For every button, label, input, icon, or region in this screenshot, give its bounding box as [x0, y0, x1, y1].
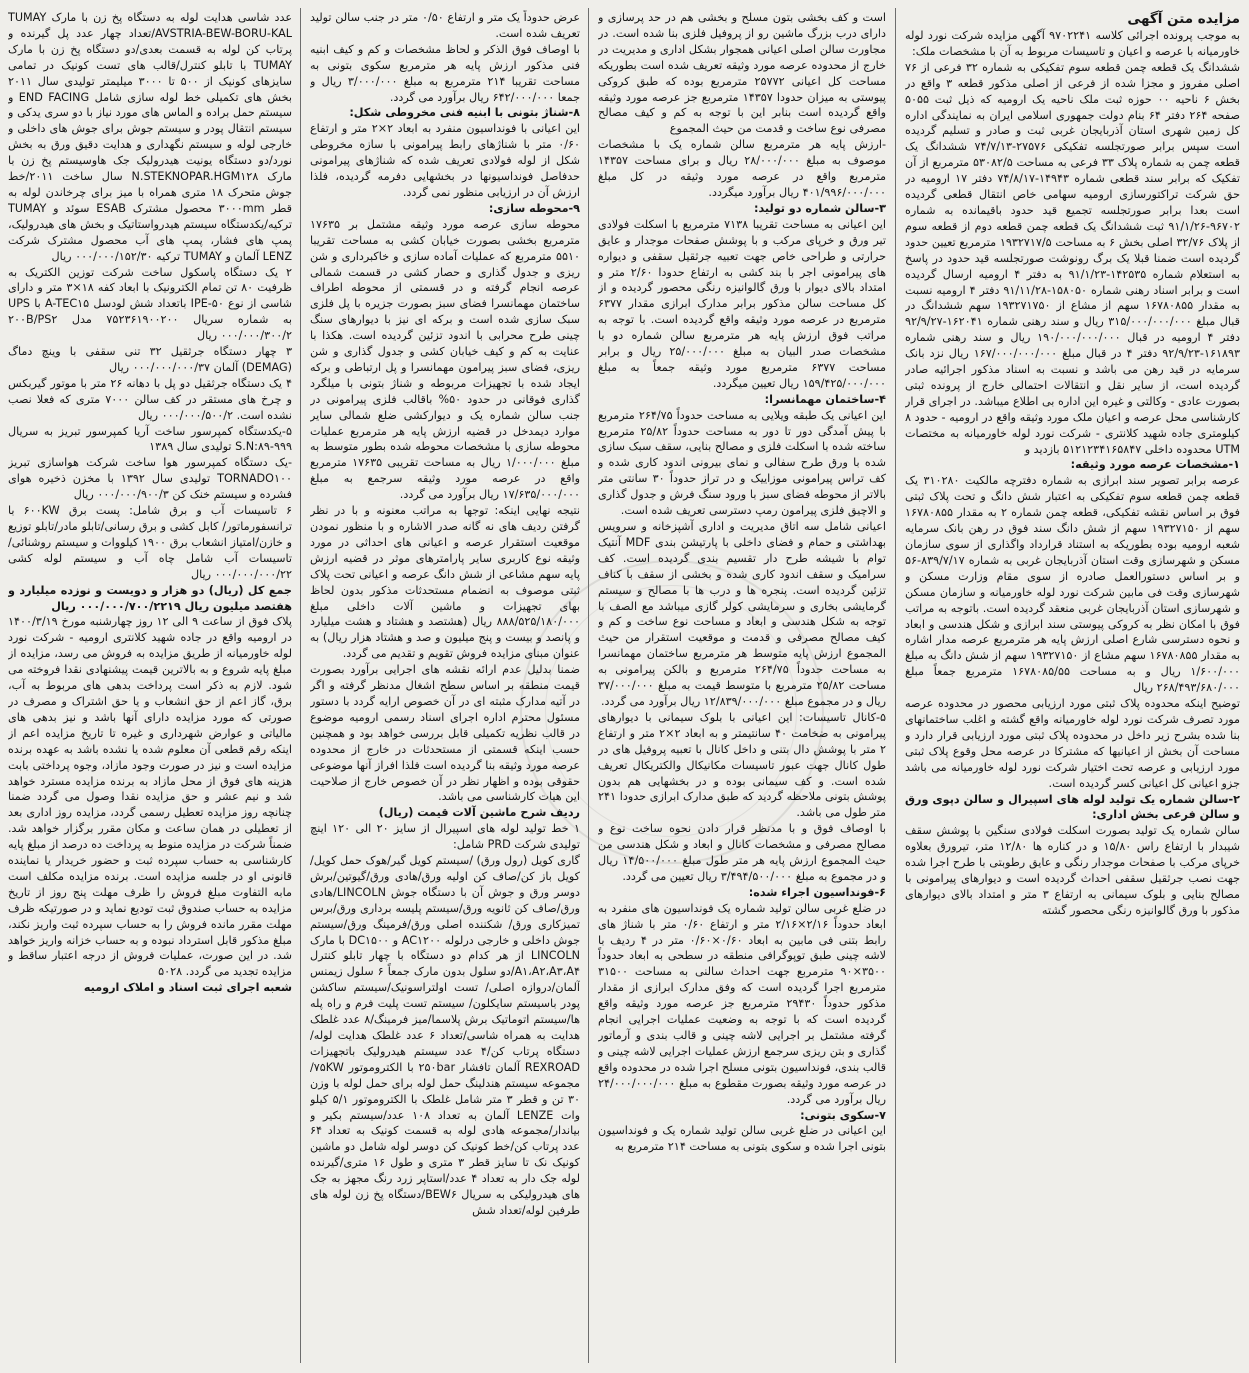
paragraph: اعیانی شامل سه اتاق مدیریت و اداری آشپزخانه و سرویس بهداشتی و حمام و فضای داخلی با پارتیشن بندی MDF آنتیک توام با شیشه طرح دار تقسیم بندی گردیده است. کف سرامیک و سقف اندود کاری شده و بخشی از سقف با کناف تزئین گردیده است. پنجره ها و درب ها با مصالح و سیستم گرمایشی بخاری و سرمایشی کولر گازی میباشد مع الصف با توجه به شکل هندسی و ابعاد و مساحت نوع ساخت و کم و کیف مصالح مصرفی و قدمت و موقعیت استقرار من حیث المجموع ارزش پایه متوسط هر مترمربع ساختمان مهمانسرا به مساحت حدوداً ۲۶۴/۷۵ مترمربع و بالکن پیرامونی به مساحت ۲۵/۸۲ مترمربع با متوسط قیمت به مبلغ ۳۷/۰۰۰/۰۰۰ ریال و در مجموع مبلغ ۱۲/۸۳۹/۰۰۰/۰۰۰ ریال برآورد می گردد.: [598, 520, 886, 708]
column-divider: [895, 8, 896, 1363]
paragraph: ۵-کانال تاسیسات: این اعیانی با بلوک سیمانی با دیوارهای پیرامونی به ضخامت ۴۰ سانتیمتر و به ابعاد ۲×۲ متر و ارتفاع ۲ متر با پوشش دال بتنی و داخل کانال با تعبیه پروفیل های در طول کانال جهت عبور تاسیسات مکانیکال والکتریکال تعریف شده است. و کف سیمانی بوده و در بخشهایی هم بدون پوشش بتونی ملاحظه گردید که طبق مدارک ابرازی حدودا ۲۴۱ متر طول می باشد.: [598, 710, 886, 820]
paragraph: این اعیانی یک طبقه ویلایی به مساحت حدوداً ۲۶۴/۷۵ مترمربع با پیش آمدگی دور تا دور به مساحت حدوداً ۲۵/۸۲ مترمربع ساخته شده با اسکلت فلزی و مصالح بنایی، سقف سبک سازی شده با ورق طرح سفالی و نمای بیرونی اندود کاری شده و کف تراس پیرامونی موزاییک و در تراز حدوداً ۳۰ سانتی متر بالاتر از محوطه فضای سبز با ورود سنگ فرش و جدول گذاری و الاچیق فلزی پیرامون رمپ دسترسی تعریف شده است.: [598, 408, 886, 518]
paragraph: ۶ تاسیسات آب و برق شامل: پست برق ۶۰۰KW با ترانسفورماتور/ کابل کشی و برق رسانی/تابلو مادر/تابلو توزیع و خازن/امتیاز انشعاب برق ۱۹۰۰ کیلووات و سیستم روشنائی/تاسیسات آب شامل چاه آب و سیستم لوله کشی ۰۰۰/۰۰۰/۰۰۰/۲۲ ریال: [8, 504, 292, 581]
notice-title: مزایده متن آگهی: [1127, 11, 1240, 27]
column-4: [8, 10, 292, 1362]
paragraph: عرض حدوداً یک متر و ارتفاع ۰/۵۰ متر در جنب سالن تولید تعریف شده است.: [310, 11, 580, 40]
section-heading: ۶-فونداسیون اجراء شده:: [748, 885, 886, 899]
paragraph: عدد شاسی هدایت لوله به دستگاه پخ زن با مارک TUMAY AVSTRIA-BEW-BORU-KAL/تعداد چهار عدد پل گیرنده و پرتاب کن لوله به قسمت بعدی/دو دستگاه پخ زن با مارک TUMAY با تابلو کنترل/قالب های تست کونیک در تمامی سایزهای کونیک از ۵۰۰ تا ۳۰۰۰ میلیمتر تولیدی سال ۲۰۱۱ بخش های تکمیلی خط لوله سازی شامل END FACING و سیستم حمل براده و الماس های مورد نیاز با دو سری یدکی و سیستم انتقال پودر و سیستم جوش برای جوش های داخلی و خارجی لوله و سیستم نگهداری و هدایت دقیق ورق به بخش نورد/دو دستگاه یونیت هیدرولیک جک هاوسیستم پخ زن با مارک N.STEKNOPAR.HGM۱۲۸ سال ساخت ۲۰۱۱/خط جوش متحرک ۱۸ متری همراه با میز برای چرخاندن لوله به قطر ۳۰۰۰mm محصول مشترک ESAB سوئد و TUMAY ترکیه/یکدستگاه سیستم هیدرواستاتیک و بخش های هیدرولیک، پمپ های فشار، پمپ های آب محصول مشترک شرکت LENZ آلمان و TUMAY ترکیه ۰۰۰/۰۰۰/۱۵۲/۳۰ ریال: [8, 11, 292, 263]
paragraph: عرصه برابر تصویر سند ابرازی به شماره دفترچه مالکیت ۳۱۰۲۸۰ یک قطعه چمن قطعه سوم تفکیکی به اعتبار شش دانگ و تحت پلاک ثبتی فوق بر اساس نقشه تفکیکی، قطعه چمن شماره ۲ به مقدار ۱۶۷۸۰۸۵۵ سهم از ۱۹۳۲۷۱۵۰ سهم از شش دانگ سند فوق در رهن بانک سرمایه شعبه ارومیه بوده بطوریکه به استناد قرارداد واگذاری از سوی سازمان مسکن و شهرسازی وقت استان آذربایجان غربی به شماره ۸۳۹/۷/۱۷-۵۶ و بر اساس دستورالعمل صادره از سوی مقام وزارت مسکن و شهرسازی وقت فی مابین شرکت نورد لوله خاورمیانه و سازمان مسکن و شهرسازی استان آذربایجان غربی منعقد گردیده است. باتوجه به مراتب فوق با امکان نظر به کروکی پیوستی سند ابرازی و شکل هندسی و ابعاد و نحوه دسترسی شارع اصلی ارزش پایه هر مترمربع عرصه مدار اشاره به مقدار ۱۶۷۸۰۸۵۵ سهم مشاع از ۱۹۳۲۷۱۵۰ سهم از شش دانگ به مبلغ ۱/۶۰۰/۰۰۰ ریال و به مساحت ۱۶۷۸۰۸۵/۵۵ مترمربع جمعاً مبلغ ۲۶۸/۴۹۳/۶۸۰/۰۰۰ ریال: [905, 474, 1240, 695]
table-header: ردیف شرح ماشین آلات قیمت (ریال): [378, 806, 580, 820]
paragraph: ۳ چهار دستگاه جرثقیل ۳۲ تنی سقفی با وینچ دماگ (DEMAG) آلمان ۰۰۰/۰۰۰/۰۰۰/۳۷ ریال: [8, 345, 292, 374]
paragraph: توضیح اینکه محدوده پلاک ثبتی مورد ارزیابی محصور در محدوده عرصه مورد تصرف شرکت نورد لوله خاورمیانه واقع گشته و اغلب ساختمانهای بنا شده بشرح زیر داخل در محدوده پلاک ثبتی مورد ارزیابی قرار دارد و مساحت آن بخش از اعیانیها که مشترکا در عرصه محل وقوع پلاک ثبتی مورد ارزیابی و عرصه تحت اختیار شرکت نورد لوله خاورمیانه می باشد جزو اعیانی کل اعیانی کسر گردیده است.: [905, 697, 1240, 790]
paragraph: ۴ یک دستگاه جرثقیل دو پل با دهانه ۲۶ متر با موتور گیربکس و چرخ های مستقر در کف سالن ۷۰۰۰ متری که فعلا نصب نشده است. ۰۰۰/۰۰۰/۵۰۰/۲ ریال: [8, 376, 292, 422]
paragraph: ششدانگ یک قطعه چمن قطعه سوم تفکیکی به شماره ۳۲ فرعی از ۷۶ اصلی مفروز و مجزا شده از فرعی از اصلی مذکور قطعه ۳ واقع در بخش ۶ ناحیه ۰۰ حوزه ثبت ملک ناحیه یک ارومیه که ذیل ثبت ۵۰۵۵ صفحه ۲۶۴ دفتر ۶۴ بنام دولت جمهوری اسلامی ایران به نمایندگی اداره کل زمین شهری استان آذربایجان غربی ثبت و صادر و تسلیم گردیده است سپس برابر صورتجلسه تفکیکی ۲۷۵۷۶-۷۴/۷/۱۳ ششدانگ یک قطعه چمن به شماره پلاک ۳۳ فرعی به مساحت ۵۳۰۸۲/۵ مترمربع از آن تفکیک که برابر سند قطعی شماره ۱۴۹۴۳-۷۴/۸/۱۷ دفتر ۱۷ ارومیه در حق شرکت تراکتورسازی ارومیه سهامی خاص انتقال قطعی گردیده است بعدا برابر صورتجلسه تجمیع قید حدود باقیمانده به شماره ۹۶۷۰۲-۹۱/۱/۲۶ ثبت ششدانگ یک قطعه چمن قطعه دوم از قطعه سوم از پلاک ۳۲/۷۶ اصلی بخش ۶ به مساحت ۱۹۳۲۷۱۷/۵ مترمربع تعیین حدود گردیده است ضمنا قبلا یک برگ رونوشت صورتجلسه قید حدود در پاسخ به استعلام شماره ۱۴۲۵۳۵-۹۱/۱/۲۳ به دفتر ۴ ارومیه ارسال گردیده است و برابر اسناد رهنی شماره ۱۵۸۰۵۰-۹۱/۱۱/۲۸ دفتر ۴ ارومیه نسبت به مقدار ۱۶۷۸۰۸۵۵ سهم از مشاع از ۱۹۳۲۷۱۷۵۰ سهم ششدانگ در قبال مبلغ ۳۱۵/۰۰۰/۰۰۰/۰۰۰ ریال و سند رهنی شماره ۱۶۲۰۴۱-۹۲/۹/۲۷ دفتر ۴ ارومیه در قبال ۱۹۰/۰۰۰/۰۰۰/۰۰۰ ریال و سند رهنی شماره ۱۶۱۸۹۳-۹۲/۹/۲۳ دفتر ۴ در قبال مبلغ ۱۶۷/۰۰۰/۰۰۰/۰۰۰ ریال نزد بانک سرمایه در قید رهن می باشد و نسبت به اسناد مذکور اجرائیه صادر گردیده است، از سایر نقل و انتقالات احتمالی خارج از پرونده ثبتی بصورت عادی - وکالتی و غیره این اداره بی اطلاع میباشد. در اجرای قرار کارشناسی محل عرصه و اعیان ملک مورد وثیقه واقع در ارومیه - حدود ۸ کیلومتری جاده شهید کلانتری - شرکت نورد لوله خاورمیانه به مختصات UTM محدوده داخلی ۵۱۲۱۲۳۴۱۶۵۸۴۷ بازدید و: [905, 60, 1240, 456]
paragraph: این اعیانی با فونداسیون منفرد به ابعاد ۲×۲ متر و ارتفاع ۰/۶۰ متر با شناژهای رابط پیرامونی با سازه مخروطی شکل از لوله فولادی تعریف شده که شناژهای پیرامونی حدفاصل فونداسیونها در بخشهایی دفرمه گردیده، فلذا ارزش آن در ارزیابی منظور نمی گردد.: [310, 122, 580, 199]
grand-total: جمع کل (ریال) دو هزار و دویست و نوزده میلیارد و هفتصد میلیون ریال ۰۰۰/۰۰۰/۷۰۰/۲۲۱۹ ریال: [8, 583, 292, 613]
column-1: [905, 10, 1240, 1362]
paragraph: پلاک فوق از ساعت ۹ الی ۱۲ روز چهارشنبه مورخ ۱۴۰۰/۳/۱۹ در ارومیه واقع در جاده شهید کلانتری ارومیه - شرکت نورد لوله خاورمیانه از طریق مزایده به فروش می رسد، مزایده از مبلغ پایه شروع و به بالاترین قیمت پیشنهادی نقدا فروخته می شود. لازم به ذکر است پرداخت بدهی های مربوط به آب، برق، گاز اعم از حق انشعاب و یا حق اشتراک و مصرف در صورتی که مورد مزایده دارای آنها باشد و نیز بدهی های مالیاتی و عوارض شهرداری و غیره تا تاریخ مزایده اعم از اینکه رقم قطعی آن معلوم شده یا نشده باشد به عهده برنده مزایده است و نیز در صورت وجود مازاد، وجوه پرداختی بابت هزینه های فوق از محل مازاد به برنده مزایده مسترد خواهد شد و نیم عشر و حق مزایده نقدا وصول می گردد ضمنا چنانچه روز مزایده تعطیل رسمی گردد، مزایده روز اداری بعد از تعطیلی در همان ساعت و مکان مقرر برگزار خواهد شد. ضمناً شرکت در مزایده منوط به پرداخت ده درصد از مبلغ پایه کارشناسی به حساب سپرده ثبت و حضور خریدار یا نماینده قانونی او در جلسه مزایده است. برنده مزایده مکلف است مابه التفاوت مبلغ فروش را ظرف مهلت پنج روز از تاریخ مزایده به حساب صندوق ثبت تودیع نماید و در صورتیکه ظرف مهلت مقرر مانده فروش را به حساب سپرده ثبت واریز نکند، مبلغ مذکور قابل استرداد نبوده و به حساب خزانه واریز خواهد شد. در این صورت، عملیات فروش از درجه اعتبار ساقط و مزایده تجدید می گردد. ۵۰۲۸: [8, 615, 292, 979]
paragraph: این اعیانی به مساحت تقریبا ۷۱۳۸ مترمربع با اسکلت فولادی تیر ورق و خرپای مرکب و با پوشش صفحات موجدار و عایق حرارتی و طراحی خاص جهت تعبیه جرثقیل سقفی و دیواره های پیرامونی اجر با بند کشی به ارتفاع حدودا ۲/۶۰ متر و امتداد بالای دیوار با ورق گالوانیزه رنگی محصور گردیده و از کل مساحت سالن مذکور برابر مدارک ابرازی مقدار ۶۳۷۷ مترمربع در عرصه مورد وثیقه واقع گردیده است. با توجه به مراتب فوق ارزش پایه هر مترمربع سالن شماره دو با مشخصات صدر البیان به مبلغ ۲۵/۰۰۰/۰۰۰ ریال و برابر مساحت ۶۳۷۷ مترمربع مورد وثیقه جمعاً به مبلغ ۱۵۹/۴۲۵/۰۰۰/۰۰۰ ریال تعیین میگردد.: [598, 217, 886, 390]
paragraph: است و کف بخشی بتون مسلح و بخشی هم در حد پرسازی و دارای درب بزرگ ماشین رو از پروفیل فلزی بنا شده است. در مجاورت سالن اصلی اعیانی همجوار بشکل اداری و مدیریت در خارج از محدوده عرصه مورد وثیقه تعریف شده است بطوریکه مساحت کل اعیانی ۲۵۷۷۲ مترمربع بوده که طبق کروکی پیوستی به میزان حدودا ۱۴۳۵۷ مترمربع جز عرصه مورد وثیقه واقع گردیده است بنابر این با توجه به کم و کیف مصالح مصرفی نوع ساخت و قدمت من حیث المجموع: [598, 11, 886, 136]
column-2: [598, 10, 886, 1362]
paragraph: محوطه سازی عرصه مورد وثیقه مشتمل بر ۱۷۶۳۵ مترمربع بخشی بصورت خیابان کشی به مساحت تقریبا ۵۵۱۰ مترمربع که عملیات آماده سازی و خاکبرداری و شن ریزی و جدول گذاری و حصار کشی در قسمت شمالی عرصه انجام گرفته و در قسمتی از محوطه اطراف ساختمان مهمانسرا فضای سبز بصورت جزیره با پل فلزی سبک سازی شده است و برکه ای نیز با دیوارهای سنگ چینی طرح محرابی با اندود تزئین گردیده است. هکذا با عنایت به کم و کیف خیابان کشی و جدول گذاری و شن ریزی، فضای سبز پیرامون مهمانسرا و پل ارتباطی و برکه ایجاد شده با تجهیزات مربوطه و شناژ بتونی با میلگرد گذاری فوقانی در حدود ۵۰% باقالب فلزی پیرامونی در جنب سالن شماره یک و دیوارکشی ضلع شمالی سایر موارد دیمدخل در قضیه ارزش پایه هر مترمربع عملیات محوطه سازی با مشخصات محوطه شده بطور متوسط به مبلغ ۱/۰۰۰/۰۰۰ ریال به مساحت تقریبی ۱۷۶۳۵ مترمربع واقع در عرصه مورد وثیقه سرجمع به مبلغ ۱۷/۶۳۵/۰۰۰/۰۰۰ ریال برآورد می گردد.: [310, 217, 580, 502]
section-heading: ۷-سکوی بتونی:: [800, 1108, 886, 1122]
paragraph: نتیجه نهایی اینکه: توجها به مراتب معنونه و با در نظر گرفتن ردیف های نه گانه صدر الاشاره و با منظور نمودن موقعیت استقرار عرصه و اعیانی های احداثی در مورد وثیقه نوع کاربری سایر پارامترهای موثر در قضیه ارزش پایه سهم مشاعی از شش دانگ عرصه و اعیانی تحت پلاک ثبتی موصوف به انضمام مستحدثات مذکور بدون لحاظ بهای تجهیزات و ماشین آلات داخلی مبلغ ۸۸۸/۵۲۵/۱۸۰/۰۰۰ ریال (هشتصد و هشتاد و هشت میلیارد و پانصد و بیست و پنج میلیون و صد و هشتاد هزار ریال) به عنوان مبنای مزایده فروش تقویم و تقدیم می گردد.: [310, 504, 580, 661]
section-heading: ۲-سالن شماره یک تولید لوله های اسپیرال و سالن دپوی ورق و سالن فرعی بخش اداری:: [905, 792, 1240, 822]
section-heading: ۳-سالن شماره دو تولید:: [753, 201, 886, 215]
paragraph: گاری کویل (رول ورق) /سیستم کویل گیر/هوک حمل کویل/ کویل باز کن/صاف کن اولیه ورق/هادی ورق/گیوتین/برش دوسر ورق و جوش آن با دستگاه جوش LINCOLN/هادی ورق/صاف کن ثانویه ورق/سیستم پلیسه برداری ورق/برس تمیزکاری ورق/ شکننده اصلی ورق/فرمینگ ورق/سیستم جوش داخلی و خارجی درلوله AC۱۲۰۰ و DC۱۵۰۰ با مارک LINCOLN از هر کدام دو دستگاه با چهار تابلو کنترل A۱،A۲،A۳،A۴/دو سلول بدون مارک جمعاً ۶ سلول زیمنس آلمان/دروازه اصلی/ تست اولتراسونیک/سیستم ساکشن پودر باسیستم سایکلون/ سیستم تست پلیت فرم و راه پله ها/سیستم اتوماتیک برش پلاسما/میز فرمینگ/۸ عدد غلطک هدایت به همراه شاسی/تعداد ۶ عدد غلطک هدایت لوله/دستگاه پرتاب کن/۴ عدد سیستم هیدرولیک باتجهیزات REXROAD آلمان تافشار ۲۵۰bar با الکتروموتور ۷۵KW/مجموعه سیستم هندلینگ حمل لوله برای حمل لوله با وزن ۳۰ تن و قطر ۳ متر شامل غلطک با الکتروموتور ۵/۱ کیلو وات LENZE آلمان به تعداد ۱۰۸ عدد/سیستم بکیر و بیاندار/مجموعه هادی لوله به قسمت کونیک به تعداد ۶۴ عدد پرتاب کن/خط کونیک کن دوسر لوله شامل دو ماشین کونیک نک تا سایز قطر ۳ متری و طول ۱۶ متری/گیرنده لوله جک دار به تعداد ۴ عدد/استاپر زرد رنگ مجهز به جک های هیدرولیکی به سریال BEW۶/دستگاه پخ زن لوله های طرفین لوله/تعداد شش: [310, 854, 580, 1217]
column-3: [310, 10, 580, 1362]
section-heading: ۴-ساختمان مهمانسرا:: [764, 392, 886, 406]
paragraph: به موجب پرونده اجرائی کلاسه ۹۷۰۲۲۴۱ آگهی مزایده شرکت نورد لوله خاورمیانه با عرصه و اعیان و تاسیسات مربوط به آن با مشخصات ملک:: [905, 29, 1240, 58]
paragraph: سالن شماره یک تولید بصورت اسکلت فولادی سنگین با پوشش سقف شیبدار با ارتفاع راس ۱۵/۸۰ و در کناره ها ۱۲/۸۰ متر، تیرورق بعلاوه خرپای مرکب با صفحات موجدار رنگی و عایق رطوبتی با طرح اجرا شده جهت نصب جرثقیل سقفی احداث گردیده است و دیوارهای پیرامونی با مصالح بنایی و بلوک سیمانی به ارتفاع ۳ متر و امتداد بالای دیوارهای مذکور با ورق گالوانیزه رنگی محصور گشته: [905, 824, 1240, 917]
section-heading: ۸-شناژ بتونی با ابنیه فنی مخروطی شکل:: [349, 106, 580, 120]
paragraph: با اوصاف فوق و با مدنظر قرار دادن نحوه ساخت نوع و مصالح مصرفی و مشخصات کانال و ابعاد و شکل هندسی من حیث المجموع ارزش پایه هر متر طول مبلغ ۱۴/۵۰۰/۰۰۰ ریال و در مجموع به مبلغ ۳/۴۹۴/۵۰۰/۰۰۰ ریال تعیین می گردد.: [598, 822, 886, 883]
paragraph: در ضلع غربی سالن تولید شماره یک فونداسیون های منفرد به ابعاد حدوداً ۲/۱۶×۲/۱۶ متر و ارتفاع ۰/۶۰ متر با شناژ های رابط بتنی فی مابین به ابعاد ۰/۶۰×۰/۶۰ متر در ۴ ردیف با لاشه چینی طبق توپوگرافی منطقه در سطحی به ابعاد حدوداً ۳۵۰۰×۹۰ مترمربع جهت احداث سالنی به مساحت ۳۱۵۰۰ مترمربع اجرا گردیده است که وفق مدارک ابرازی از مقدار مذکور حدوداً ۲۹۴۳۰ مترمربع جز عرصه مورد وثیقه واقع گردیده است که با توجه به وضعیت عملیات اجرایی انجام گرفته مشتمل بر اجرایی لاشه چینی و قالب بندی و آرماتور گذاری و بتن ریزی سرجمع ارزش عملیات اجرایی لاشه چینی و قالب بندی، فونداسیون بتونی مسلح اجرا شده در محدوده واقع در عرصه مورد وثیقه بصورت مقطوع به مبلغ ۲۴/۰۰۰/۰۰۰/۰۰۰ ریال برآورد می گردد.: [598, 901, 886, 1106]
section-heading: ۱-مشخصات عرصه مورد وثیقه:: [1070, 458, 1240, 472]
paragraph: ۱ خط تولید لوله های اسپیرال از سایز ۲۰ الی ۱۲۰ اینچ تولیدی شرکت PRD شامل:: [310, 822, 580, 852]
paragraph: ۵-یکدستگاه کمپرسور ساخت آریا کمپرسور تبریز به سریال S.N:۸۹-۹۹۹ تولیدی سال ۱۳۸۹: [8, 424, 292, 454]
column-divider: [300, 8, 301, 1363]
paragraph: با اوصاف فوق الذکر و لحاظ مشخصات و کم و کیف ابنیه فنی مذکور ارزش پایه هر مترمربع سکوی بتونی به مساحت تقریبا ۲۱۴ مترمربع به مبلغ ۳/۰۰۰/۰۰۰ ریال و جمعا ۶۴۲/۰۰۰/۰۰۰ ریال برآورد می گردد.: [310, 42, 580, 104]
section-heading: ۹-محوطه سازی:: [488, 201, 580, 215]
signature-line: شعبه اجرای ثبت اسناد و املاک ارومیه: [83, 981, 292, 995]
paragraph: این اعیانی در ضلع غربی سالن تولید شماره یک و فونداسیون بتونی اجرا شده و سکوی بتونی به مساحت ۲۱۴ مترمربع به: [598, 1124, 886, 1154]
paragraph: ضمنا بدلیل عدم ارائه نقشه های اجرایی برآورد بصورت قیمت منطقه بر اساس سطح اشغال مدنظر گرفته و اگر در آتیه مدارک مثبته ای در آن خصوص ارایه گردد با دستور مسئول محترم اداره اجرای اسناد رسمی ارومیه موضوع در قالب نظریه تکمیلی قابل بررسی خواهد بود و همچنین حسب اینکه قسمتی از مستحدثات در خارج از محدوده عرصه مورد وثیقه بنا گردیده است فلذا افراز آنها موضوعی حقوقی بوده و اظهار نظر در آن خصوص خارج از صلاحیت این هیات کارشناسی می باشد.: [310, 663, 580, 804]
paragraph: -یک دستگاه کمپرسور هوا ساخت شرکت هواسازی تبریز TORNADO۱۰۰ تولیدی سال ۱۳۹۲ با مخزن ذخیره هوای فشرده و سیستم خنک کن ۰۰۰/۰۰۰/۹۰۰/۳ ریال: [8, 456, 292, 502]
paragraph: -ارزش پایه هر مترمربع سالن شماره یک با مشخصات موصوف به مبلغ ۲۸/۰۰۰/۰۰۰ ریال و برای مساحت ۱۴۳۵۷ مترمربع واقع در عرصه مورد وثیقه در کل مبلغ ۴۰۱/۹۹۶/۰۰۰/۰۰۰ ریال برآورد میگردد.: [598, 138, 886, 199]
paragraph: ۲ یک دستگاه پاسکول ساخت شرکت توزین الکتریک به ظرفیت ۸۰ تن تمام الکترونیک با ابعاد کفه ۱۸×۳ متر و دارای شاسی از نوع IPE-۵۰ باتعداد شش لودسل A-TEC۱۵ با UPS به شماره سریال ۷۵۲۳۶۱۹۰۰۲۰۰ مدل ۲۰۰B/PS۲ ۰۰۰/۰۰۰/۳۰۰/۲ ریال: [8, 265, 292, 343]
